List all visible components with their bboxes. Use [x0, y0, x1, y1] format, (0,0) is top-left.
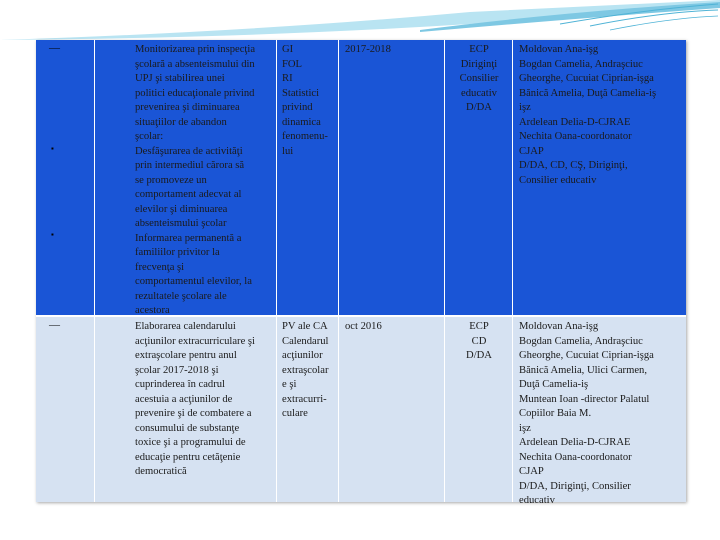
evidence-cell: [276, 317, 339, 502]
list-bullet: —: [49, 319, 60, 331]
list-bullet: —: [49, 42, 60, 54]
activity-cell: [49, 40, 277, 316]
evidence-text: PV ale CA Calendarul acţiunilor extraşcolar e şi extracurri- culare: [282, 321, 329, 419]
responsible-cell: [444, 317, 513, 502]
responsible-cell: [444, 40, 513, 315]
period-cell: [338, 317, 445, 502]
bullet-cell: [36, 40, 94, 315]
activities-table: [36, 40, 686, 506]
people-text: Moldovan Ana-işg Bogdan Camelia, Andraşciuc Gheorghe, Cucuiat Ciprian-işga Bănică Amelia, Ulici Carmen, Duţă Camelia-iş Muntean Ioan -director Palatul Copiilor Baia M. işz Ardelean Delia-D-CJRAE Nechita Oana-coordonator CJAP D/DA, Diriginţi, Consilier educativ: [519, 321, 654, 506]
table-row: [36, 317, 686, 506]
bullet-cell: [36, 317, 94, 502]
activity-cell: [49, 317, 277, 502]
decorative-header-swoosh: [0, 0, 720, 40]
responsible-text: ECP CD D/DA: [466, 321, 492, 361]
activity-text: Elaborarea calendarului acţiunilor extracurriculare şi extraşcolare pentru anul şcolar 2017-2018 şi cuprinderea în cadrul acestuia a acţiunilor de prevenire şi de combatere a consumului de substanţe toxice şi a programului de educaţie pentru cetăţenie democratică: [135, 321, 256, 477]
responsible-text: ECP Diriginţi Consilier educativ D/DA: [459, 44, 499, 113]
evidence-cell: [276, 40, 339, 315]
period-cell: [338, 40, 445, 315]
people-cell: [512, 40, 687, 315]
people-cell: [512, 317, 687, 506]
evidence-text: GI FOL RI Statistici privind dinamica fenomenu- lui: [282, 44, 328, 157]
list-bullet: ▪: [51, 144, 54, 153]
list-bullet: ▪: [51, 230, 54, 239]
activity-text: Monitorizarea prin inspecţia şcolară a absenteismului din UPJ şi stabilirea unei politici educaţionale privind prevenirea şi diminuarea situaţiilor de abandon şcolar: Desfăşurarea de activităţi prin intermediul cărora să se promoveze un comportament adecvat al elevilor şi diminuarea absenteismului şcolar Informarea permanentă a familiilor privitor la frecvenţa şi comportamentul elevilor, la rezultatele şcolare ale acestora: [135, 44, 256, 316]
people-text: Moldovan Ana-işg Bogdan Camelia, Andraşciuc Gheorghe, Cucuiat Ciprian-işga Bănică Amelia, Duţă Camelia-iş işz Ardelean Delia-D-CJRAE Nechita Oana-coordonator CJAP D/DA, CD, CŞ, Diriginţi, Consilier educativ: [519, 44, 657, 186]
table-row: [36, 40, 686, 315]
period-text: oct 2016: [345, 321, 382, 332]
period-text: 2017-2018: [345, 44, 391, 55]
